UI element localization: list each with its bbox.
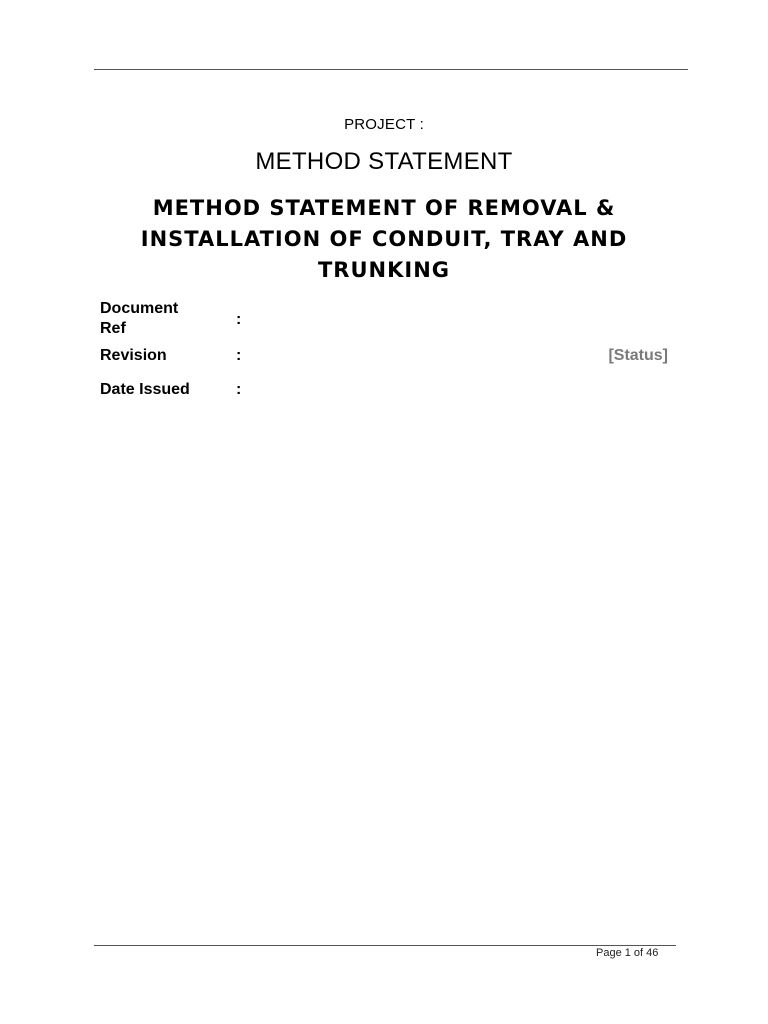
status-placeholder: [Status] bbox=[608, 347, 668, 364]
page-number: Page 1 of 46 bbox=[596, 947, 659, 959]
document-ref-label-line-1: Document bbox=[100, 300, 179, 317]
method-statement-heading: METHOD STATEMENT bbox=[255, 148, 513, 175]
footer-rule bbox=[94, 945, 676, 946]
header-rule bbox=[94, 69, 688, 70]
document-title-line-2: INSTALLATION OF CONDUIT, TRAY AND bbox=[140, 227, 628, 251]
document-ref-label-line-2: Ref bbox=[100, 320, 126, 337]
document-ref-label bbox=[100, 299, 178, 339]
revision-colon: : bbox=[236, 347, 242, 364]
document-title-line-1: METHOD STATEMENT OF REMOVAL & bbox=[152, 196, 616, 220]
date-issued-label: Date Issued bbox=[100, 381, 190, 398]
document-title bbox=[104, 193, 664, 286]
date-issued-colon: : bbox=[236, 381, 242, 398]
document-title-line-3: TRUNKING bbox=[317, 258, 451, 282]
project-label: PROJECT : bbox=[344, 116, 424, 133]
revision-label: Revision bbox=[100, 347, 167, 364]
document-ref-colon: : bbox=[236, 311, 242, 328]
